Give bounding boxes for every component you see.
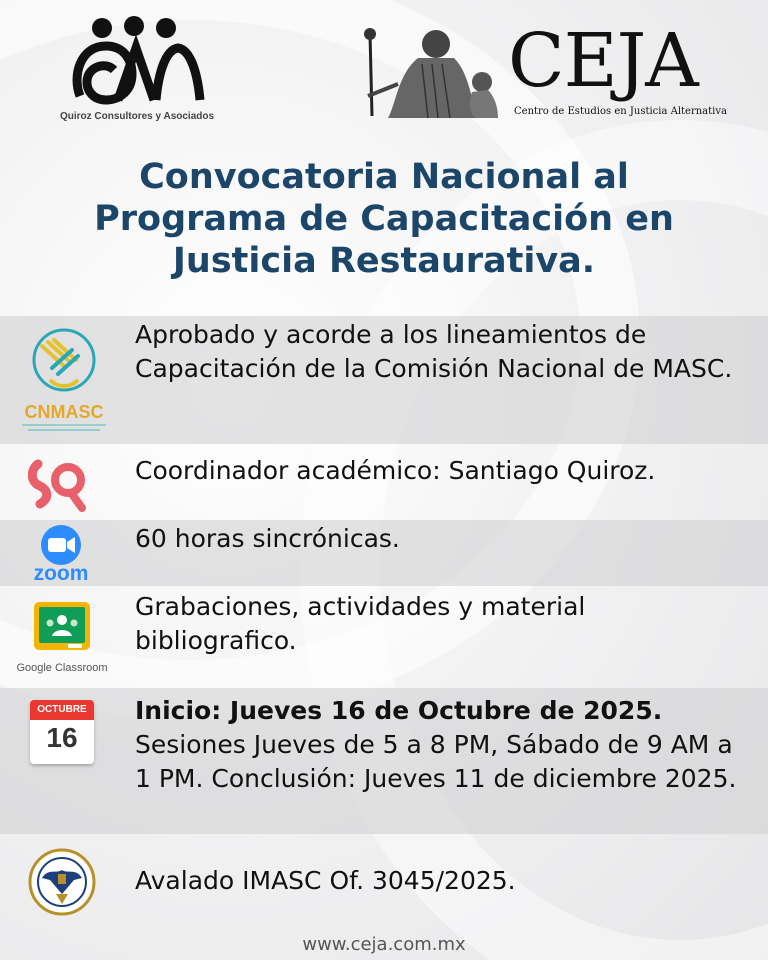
item-text: Avalado IMASC Of. 3045/2025. [135, 866, 516, 895]
calendar-icon [30, 700, 96, 766]
list-item [0, 836, 768, 928]
ceja-logo [358, 18, 727, 124]
list-item [0, 588, 768, 686]
calendar-month: OCTUBRE [30, 700, 94, 720]
item-text: Aprobado y acorde a los lineamientos de Capacitación de la Comisión Nacional de MASC. [135, 320, 733, 383]
list-item [0, 520, 768, 586]
calendar-day: 16 [46, 722, 78, 753]
zoom-icon [24, 524, 98, 586]
quiroz-logo-caption: Quiroz Consultores y Asociados [59, 111, 215, 122]
ceja-wordmark: CEJA [508, 18, 698, 104]
google-classroom-icon [14, 600, 110, 684]
title-line-1: Convocatoria Nacional al [139, 157, 629, 197]
cnmasc-logo-text: CNMASC [24, 402, 104, 422]
list-item [0, 446, 768, 518]
title-line-2: Programa de Capacitación en [94, 199, 674, 239]
list-item [0, 316, 768, 444]
item-text-block [135, 694, 745, 796]
ceja-subtitle: Centro de Estudios en Justicia Alternativa [514, 106, 727, 117]
zoom-logo-text: zoom [33, 562, 89, 585]
quiroz-logo-icon [66, 16, 206, 108]
item-text: Coordinador académico: Santiago Quiroz. [135, 456, 656, 485]
quiroz-logo [52, 16, 222, 128]
footer-url[interactable]: www.ceja.com.mx [302, 934, 466, 955]
start-date-text: Inicio: Jueves 16 de Octubre de 2025. [135, 696, 663, 725]
poder-judicial-seal-icon [28, 848, 96, 916]
google-classroom-text: Google Classroom [16, 662, 108, 674]
schedule-text: Sesiones Jueves de 5 a 8 PM, Sábado de 9 AM a 1 PM. Conclusión: Jueves 11 de diciembre 2025. [135, 730, 737, 793]
item-text: 60 horas sincrónicas. [135, 524, 400, 553]
coordinator-logo-icon [28, 456, 88, 514]
lady-justice-icon [358, 24, 508, 120]
page-title [40, 156, 728, 282]
title-line-3: Justicia Restaurativa. [172, 241, 596, 281]
item-text: Grabaciones, actividades y material bibliografico. [135, 592, 586, 655]
cnmasc-logo-icon [12, 320, 116, 440]
list-item [0, 688, 768, 834]
